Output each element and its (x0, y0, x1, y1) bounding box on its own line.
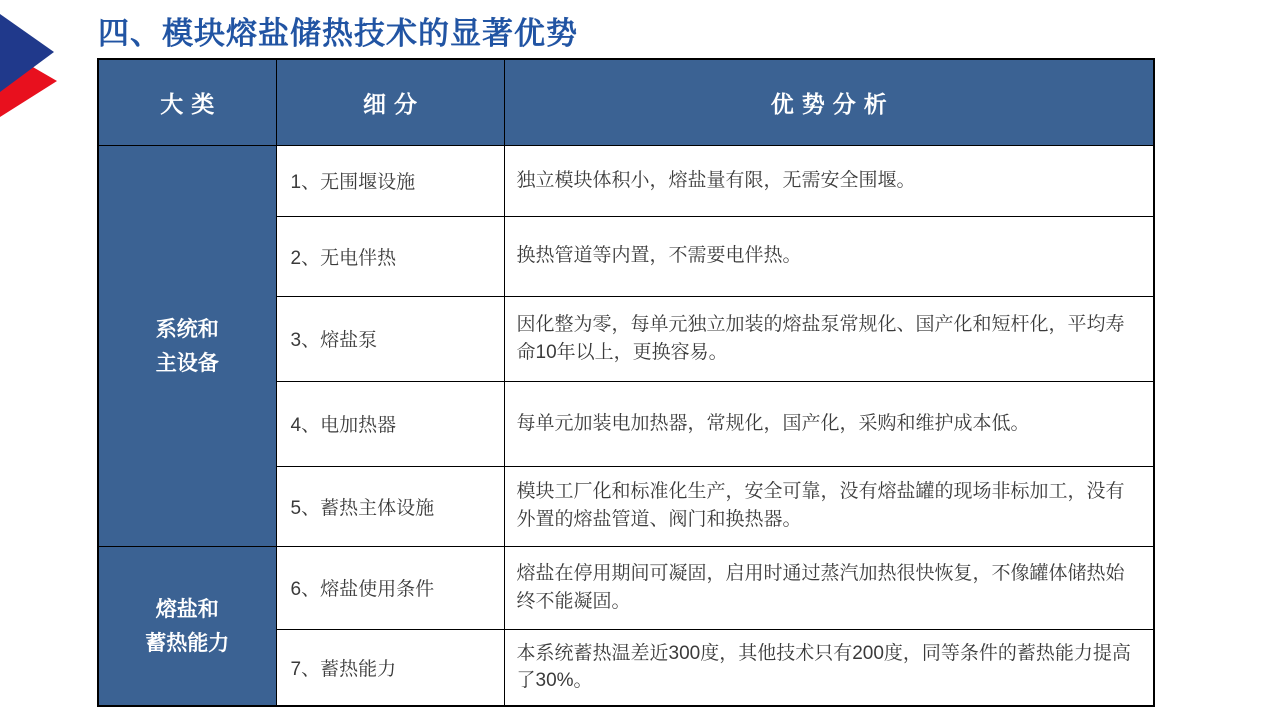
subdivision-cell: 2、无电伴热 (276, 216, 504, 296)
subdivision-cell: 1、无围堰设施 (276, 145, 504, 216)
arrow-decoration-icon (0, 8, 70, 128)
analysis-cell: 换热管道等内置，不需要电伴热。 (504, 216, 1154, 296)
analysis-cell: 因化整为零，每单元独立加装的熔盐泵常规化、国产化和短杆化，平均寿命10年以上，更换容易。 (504, 296, 1154, 381)
category-line: 主设备 (155, 349, 219, 375)
category-line: 系统和 (155, 315, 219, 341)
header-cell-subdivision: 细 分 (276, 59, 504, 145)
category-line: 熔盐和 (155, 596, 219, 622)
subdivision-cell: 3、熔盐泵 (276, 296, 504, 381)
analysis-cell: 熔盐在停用期间可凝固，启用时通过蒸汽加热很快恢复，不像罐体储热始终不能凝固。 (504, 546, 1154, 629)
category-line: 蓄热能力 (145, 629, 230, 655)
page-title: 四、模块熔盐储热技术的显著优势 (98, 16, 578, 52)
analysis-cell: 每单元加装电加热器，常规化，国产化，采购和维护成本低。 (504, 381, 1154, 466)
header-cell-category: 大 类 (98, 59, 276, 145)
analysis-cell: 模块工厂化和标准化生产，安全可靠，没有熔盐罐的现场非标加工，没有外置的熔盐管道、阀门和换热器。 (504, 466, 1154, 546)
subdivision-cell: 6、熔盐使用条件 (276, 546, 504, 629)
advantages-table (97, 58, 1155, 707)
subdivision-cell: 5、蓄热主体设施 (276, 466, 504, 546)
header-row (98, 59, 1154, 145)
analysis-cell: 独立模块体积小，熔盐量有限，无需安全围堰。 (504, 145, 1154, 216)
header-cell-analysis: 优 势 分 析 (504, 59, 1154, 145)
table-row (98, 145, 1154, 216)
table-row (98, 546, 1154, 629)
subdivision-cell: 7、蓄热能力 (276, 629, 504, 706)
category-cell-system-equipment (98, 145, 276, 546)
category-cell-molten-salt-capacity (98, 546, 276, 706)
analysis-cell: 本系统蓄热温差近300度，其他技术只有200度，同等条件的蓄热能力提高了30%。 (504, 629, 1154, 706)
subdivision-cell: 4、电加热器 (276, 381, 504, 466)
